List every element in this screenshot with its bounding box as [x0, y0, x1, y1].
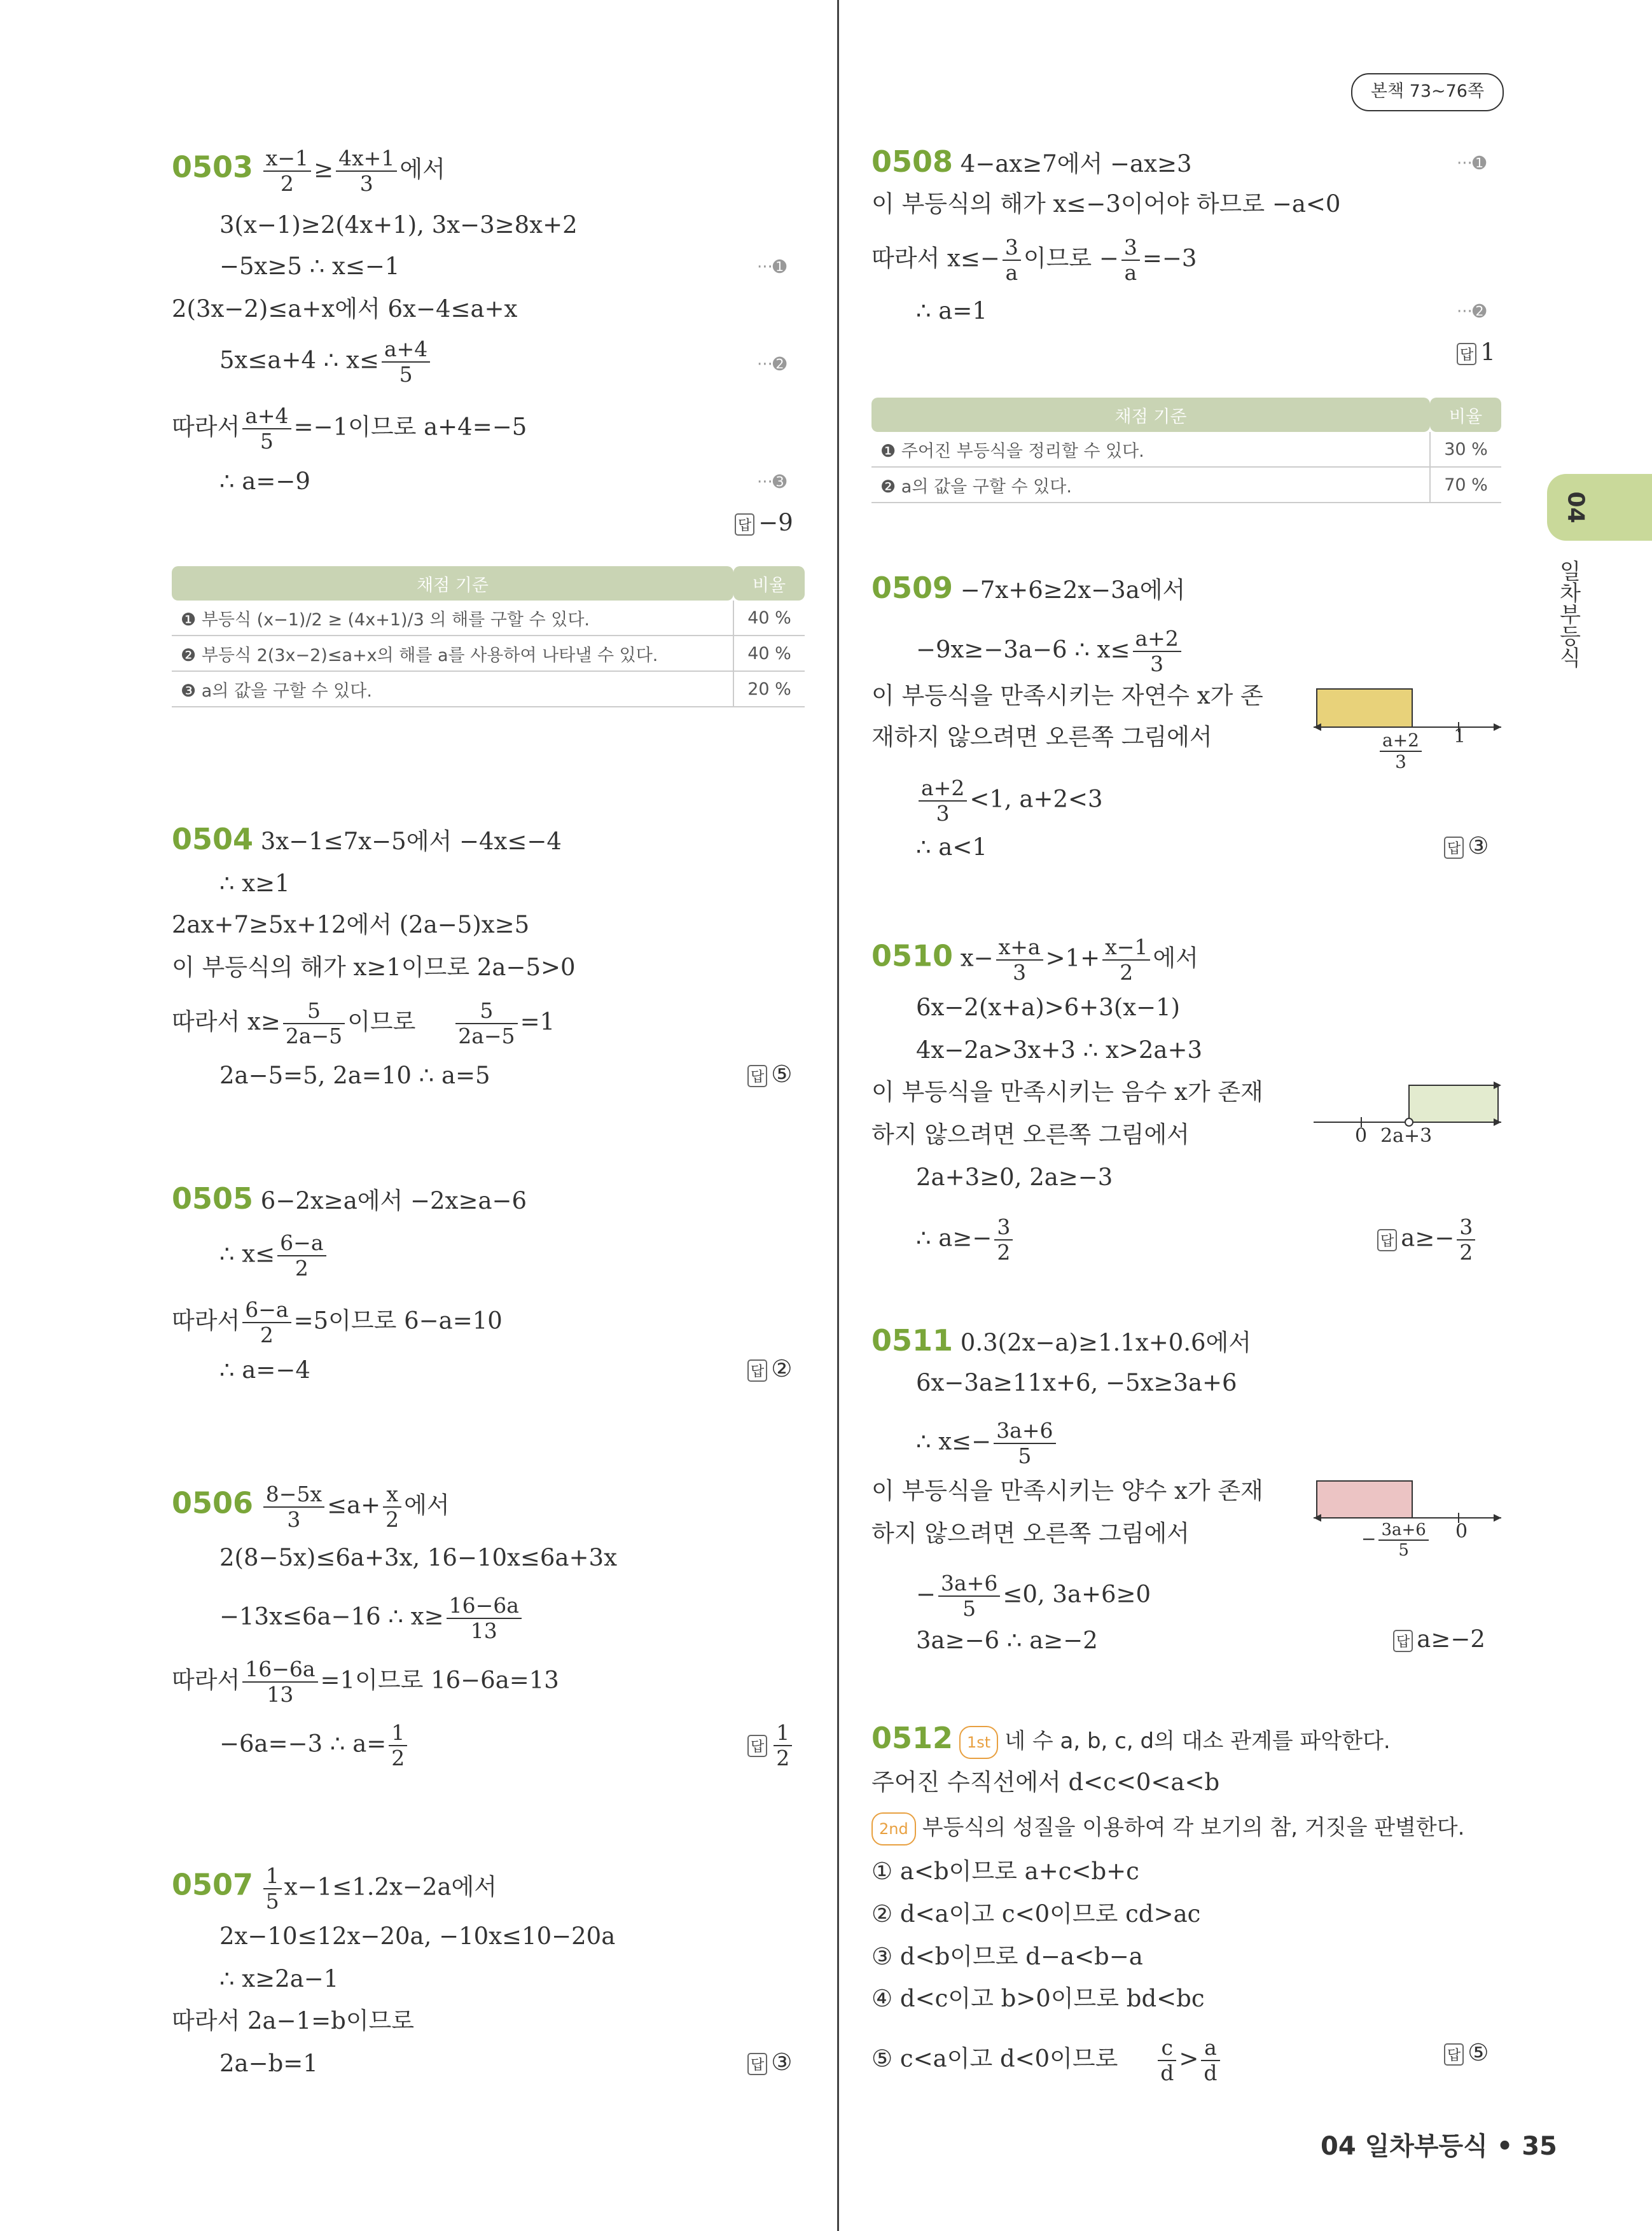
step-tag: 1st	[959, 1726, 998, 1759]
answer-icon: 답	[1377, 1229, 1397, 1251]
answer-icon: 답	[747, 1065, 767, 1087]
step-marker: ···➌	[757, 473, 787, 492]
problem-0510-header: 0510 x− $\frac{x+a}{3}$ >1+ $\frac{x-1}{2}$ 에서	[871, 935, 1198, 985]
solution-line: 2a+3≥0, 2a≥−3	[916, 1164, 1113, 1191]
fraction: $\frac{4x+1}{3}$	[336, 146, 397, 196]
table-cell: 40 %	[733, 601, 805, 636]
solution-line: 따라서 $\frac{6-a}{2}$ =5이므로 6−a=10	[172, 1297, 503, 1347]
solution-line: 이 부등식을 만족시키는 음수 x가 존재	[871, 1078, 1263, 1106]
table-header: 채점 기준	[871, 398, 1430, 432]
solution-line: 6x−2(x+a)>6+3(x−1)	[916, 994, 1181, 1021]
problem-0506-header: 0506 $\frac{8-5x}{3}$ ≤a+ $\frac{x}{2}$ 에서	[172, 1482, 450, 1532]
problem-0511-header: 0511 0.3(2x−a)≥1.1x+0.6에서	[871, 1323, 1252, 1358]
problem-number: 0505	[172, 1181, 254, 1216]
problem-0507-header: 0507 $\frac{1}{5}$ x−1≤1.2x−2a에서	[172, 1863, 497, 1914]
table-header: 비율	[733, 566, 805, 601]
solution-line: 따라서 $\frac{a+4}{5}$ =−1이므로 a+4=−5	[172, 403, 527, 454]
table-cell: ❶ 부등식 (x−1)/2 ≥ (4x+1)/3 의 해를 구할 수 있다.	[172, 601, 733, 636]
table-header: 비율	[1430, 398, 1501, 432]
answer-icon: 답	[1444, 837, 1464, 859]
solution-line: 5x≤a+4 ∴ x≤ $\frac{a+4}{5}$	[219, 337, 433, 387]
solution-line: ∴ x≤− $\frac{3a+6}{5}$	[916, 1419, 1059, 1468]
answer: 답 a≥− $\frac{3}{2}$	[1377, 1215, 1478, 1265]
answer: 답 ③	[747, 2048, 792, 2076]
solution-line: 하지 않으려면 오른쪽 그림에서	[871, 1121, 1190, 1148]
number-line-label: $\frac{a+2}{3}$	[1377, 730, 1424, 772]
column-divider	[837, 0, 839, 2231]
solution-line: ∴ a=−9	[219, 468, 310, 495]
number-line-label: 2a+3	[1380, 1125, 1433, 1147]
solution-line: 이 부등식을 만족시키는 양수 x가 존재	[871, 1477, 1263, 1505]
reference-badge: 본책 73~76쪽	[1351, 73, 1504, 111]
solution-line: 따라서 x≤− $\frac{3}{a}$ 이므로 − $\frac{3}{a}$ =−3	[871, 235, 1197, 285]
chapter-number: 04	[1562, 491, 1589, 524]
number-line-diagram	[1314, 1476, 1504, 1527]
answer-icon: 답	[747, 1359, 767, 1382]
problem-number: 0508	[871, 144, 954, 179]
solution-line: 6x−3a≥11x+6, −5x≥3a+6	[916, 1369, 1237, 1396]
problem-number: 0506	[172, 1485, 254, 1520]
table-cell: 70 %	[1430, 467, 1501, 503]
number-line-label: − $\frac{3a+6}{5}$	[1361, 1520, 1431, 1560]
shaded-region	[1317, 1481, 1412, 1518]
solution-line: ∴ a=1	[916, 297, 987, 324]
solution-line: 이 부등식의 해가 x≤−3이어야 하므로 −a<0	[871, 190, 1341, 218]
number-line-label: 0	[1355, 1125, 1368, 1147]
solution-line: 하지 않으려면 오른쪽 그림에서	[871, 1520, 1190, 1547]
solution-line: 이 부등식을 만족시키는 자연수 x가 존	[871, 682, 1263, 709]
answer: 답 ⑤	[1444, 2039, 1489, 2066]
answer-icon: 답	[1393, 1630, 1413, 1652]
problem-0508-header: 0508 4−ax≥7에서 −ax≥3	[871, 144, 1192, 179]
chapter-title: 일차부등식	[1555, 560, 1581, 668]
problem-number: 0504	[172, 822, 254, 856]
table-cell: ❶ 주어진 부등식을 정리할 수 있다.	[871, 432, 1430, 467]
answer-icon: 답	[747, 1735, 767, 1757]
solution-line: ∴ x≤ $\frac{6-a}{2}$	[219, 1231, 329, 1281]
problem-number: 0509	[871, 571, 954, 605]
solution-line: −5x≥5 ∴ x≤−1	[219, 253, 400, 280]
shaded-region	[1409, 1085, 1498, 1122]
option-line: ④ d<c이고 b>0이므로 bd<bc	[871, 1985, 1205, 2012]
option-line: ③ d<b이므로 d−a<b−a	[871, 1943, 1143, 1970]
number-line-label: 1	[1454, 725, 1466, 747]
solution-line: ∴ a<1	[916, 833, 987, 861]
solution-line: 2nd 부등식의 성질을 이용하여 각 보기의 참, 거짓을 판별한다.	[871, 1812, 1464, 1845]
problem-number: 0507	[172, 1867, 254, 1902]
problem-number: 0512	[871, 1721, 954, 1755]
table-cell: 20 %	[733, 671, 805, 707]
problem-number: 0510	[871, 938, 954, 973]
solution-line: 4x−2a>3x+3 ∴ x>2a+3	[916, 1036, 1203, 1064]
option-line: ① a<b이므로 a+c<b+c	[871, 1858, 1139, 1885]
step-tag: 2nd	[871, 1812, 916, 1845]
solution-line: − $\frac{3a+6}{5}$ ≤0, 3a+6≥0	[916, 1571, 1151, 1621]
solution-line: 주어진 수직선에서 d<c<0<a<b	[871, 1769, 1220, 1796]
answer: 답 ②	[747, 1355, 792, 1382]
answer-icon: 답	[1444, 2043, 1464, 2066]
solution-line: −6a=−3 ∴ a= $\frac{1}{2}$	[219, 1721, 410, 1770]
solution-line: 따라서 $\frac{16-6a}{13}$ =1이므로 16−6a=13	[172, 1657, 559, 1707]
problem-0512-header: 0512 1st 네 수 a, b, c, d의 대소 관계를 파악한다.	[871, 1723, 1391, 1759]
step-marker: ···➊	[757, 258, 787, 277]
table-cell: ❷ a의 값을 구할 수 있다.	[871, 467, 1430, 503]
solution-line: 3(x−1)≥2(4x+1), 3x−3≥8x+2	[219, 211, 578, 239]
solution-line: 2x−10≤12x−20a, −10x≤10−20a	[219, 1922, 616, 1950]
answer: 답 −9	[735, 509, 793, 536]
shaded-region	[1317, 689, 1412, 727]
solution-line: 이 부등식의 해가 x≥1이므로 2a−5>0	[172, 954, 576, 981]
answer: 답 1	[1457, 338, 1496, 366]
arrow-icon	[1494, 723, 1501, 731]
problem-0503-header: 0503 $\frac{x-1}{2}$ ≥ $\frac{4x+1}{3}$ 에서	[172, 146, 445, 196]
solution-line: 따라서 x≥ $\frac{5}{2a-5}$ 이므로 $\frac{5}{2a-5}$ =1	[172, 998, 555, 1048]
chapter-tab	[1547, 474, 1652, 541]
answer-icon: 답	[1457, 343, 1476, 365]
table-header: 채점 기준	[172, 566, 733, 601]
arrow-icon	[1494, 1514, 1501, 1522]
answer: 답 $\frac{1}{2}$	[747, 1721, 795, 1770]
problem-0505-header: 0505 6−2x≥a에서 −2x≥a−6	[172, 1181, 527, 1216]
page-footer: 04 일차부등식 • 35	[1321, 2132, 1557, 2161]
number-line-label: 0	[1455, 1520, 1468, 1543]
solution-line: 3a≥−6 ∴ a≥−2	[916, 1627, 1098, 1654]
answer: 답 a≥−2	[1393, 1625, 1485, 1653]
grading-table-0508	[871, 398, 1501, 503]
answer-icon: 답	[735, 513, 754, 536]
problem-0509-header: 0509 −7x+6≥2x−3a에서	[871, 571, 1186, 605]
solution-line: −9x≥−3a−6 ∴ x≤ $\frac{a+2}{3}$	[916, 627, 1184, 676]
solution-line: ∴ a≥− $\frac{3}{2}$	[916, 1215, 1015, 1265]
table-cell: ❸ a의 값을 구할 수 있다.	[172, 671, 733, 707]
solution-line: 재하지 않으려면 오른쪽 그림에서	[871, 723, 1212, 751]
table-cell: 30 %	[1430, 432, 1501, 467]
problem-number: 0503	[172, 149, 254, 184]
solution-line: $\frac{a+2}{3}$ <1, a+2<3	[916, 776, 1103, 826]
solution-line: −13x≤6a−16 ∴ x≥ $\frac{16-6a}{13}$	[219, 1594, 524, 1643]
solution-line: ∴ x≥1	[219, 870, 290, 897]
answer-icon: 답	[747, 2053, 767, 2075]
grading-table-0503	[172, 566, 805, 707]
answer: 답 ③	[1444, 832, 1489, 859]
solution-line: ∴ x≥2a−1	[219, 1965, 339, 1992]
problem-0504-header: 0504 3x−1≤7x−5에서 −4x≤−4	[172, 822, 562, 856]
solution-line: 2a−5=5, 2a=10 ∴ a=5	[219, 1062, 490, 1089]
solution-line: 2ax+7≥5x+12에서 (2a−5)x≥5	[172, 911, 530, 938]
answer: 답 ⑤	[747, 1060, 792, 1088]
step-marker: ···➋	[1457, 302, 1487, 321]
option-line: ⑤ c<a이고 d<0이므로 $\frac{c}{d}$ > $\frac{a}{d}$	[871, 2036, 1223, 2085]
solution-line: 2(8−5x)≤6a+3x, 16−10x≤6a+3x	[219, 1544, 617, 1571]
solution-line: ∴ a=−4	[219, 1356, 310, 1384]
solution-line: 2a−b=1	[219, 2050, 318, 2077]
fraction: $\frac{x-1}{2}$	[263, 146, 311, 196]
step-marker: ···➊	[1457, 154, 1487, 173]
table-cell: ❷ 부등식 2(3x−2)≤a+x의 해를 a를 사용하여 나타낼 수 있다.	[172, 636, 733, 671]
solution-line: 2(3x−2)≤a+x에서 6x−4≤a+x	[172, 295, 518, 323]
problem-number: 0511	[871, 1323, 954, 1358]
solution-line: 따라서 2a−1=b이므로	[172, 2007, 415, 2034]
step-marker: ···➋	[757, 355, 787, 374]
option-line: ② d<a이고 c<0이므로 cd>ac	[871, 1900, 1201, 1928]
table-cell: 40 %	[733, 636, 805, 671]
